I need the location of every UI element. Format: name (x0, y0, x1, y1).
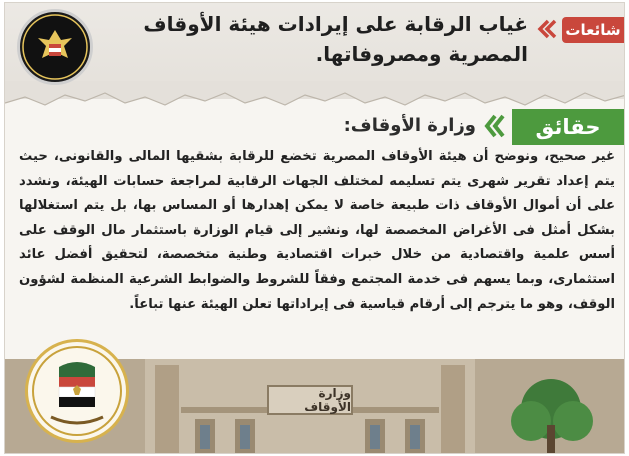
facts-body-text: غير صحيح، ونوضح أن هيئة الأوقاف المصرية تخضع للرقابة بشقيها المالى والقانونى، حيث يتم إعداد تقرير شهرى يتم تسليمه لمختلف الجهات الرقابية لمراجعة حسابات الهيئة، ونشدد على أن أموال الأوقاف ذات طبيعة خاصة لا يمكن إهدارها أو المساس بها، بل يتم استغلالها بشكل أمثل فى الأغراض المخصصة لها، ونشير إلى قيام الوزارة باستثمار مال الوقف على أسس علمية واقتصادية من خلال خبرات اقتصادية وطنية متخصصة، لتحقيق أفضل عائد استثمارى، وبما يسهم فى خدمة المجتمع وفقاً للشروط والضوابط الشرعية المنظمة لشؤون الوقف، وهو ما يترجم إلى أرقام قياسية فى إيراداتها تعلن الهيئة عنها تباعاً. (19, 149, 615, 312)
torn-paper-edge (5, 81, 625, 111)
infographic-card (4, 2, 625, 454)
rumors-badge: شائعات (562, 17, 624, 43)
ministry-of-awqaf-emblem-icon (29, 343, 125, 439)
cabinet-logo (17, 9, 93, 85)
tree-icon (501, 365, 601, 453)
building-sign: وزارة الأوقاف (267, 385, 353, 415)
facts-badge: حقائق (512, 109, 624, 145)
cabinet-eagle-icon (20, 12, 90, 82)
rumor-title: غياب الرقابة على إيرادات هيئة الأوقاف المصرية ومصروفاتها. (143, 12, 528, 66)
double-chevron-left-icon (482, 113, 506, 139)
ministry-heading: وزارة الأوقاف: (343, 115, 476, 136)
double-chevron-left-icon (536, 18, 558, 40)
ministry-logo (25, 339, 129, 443)
